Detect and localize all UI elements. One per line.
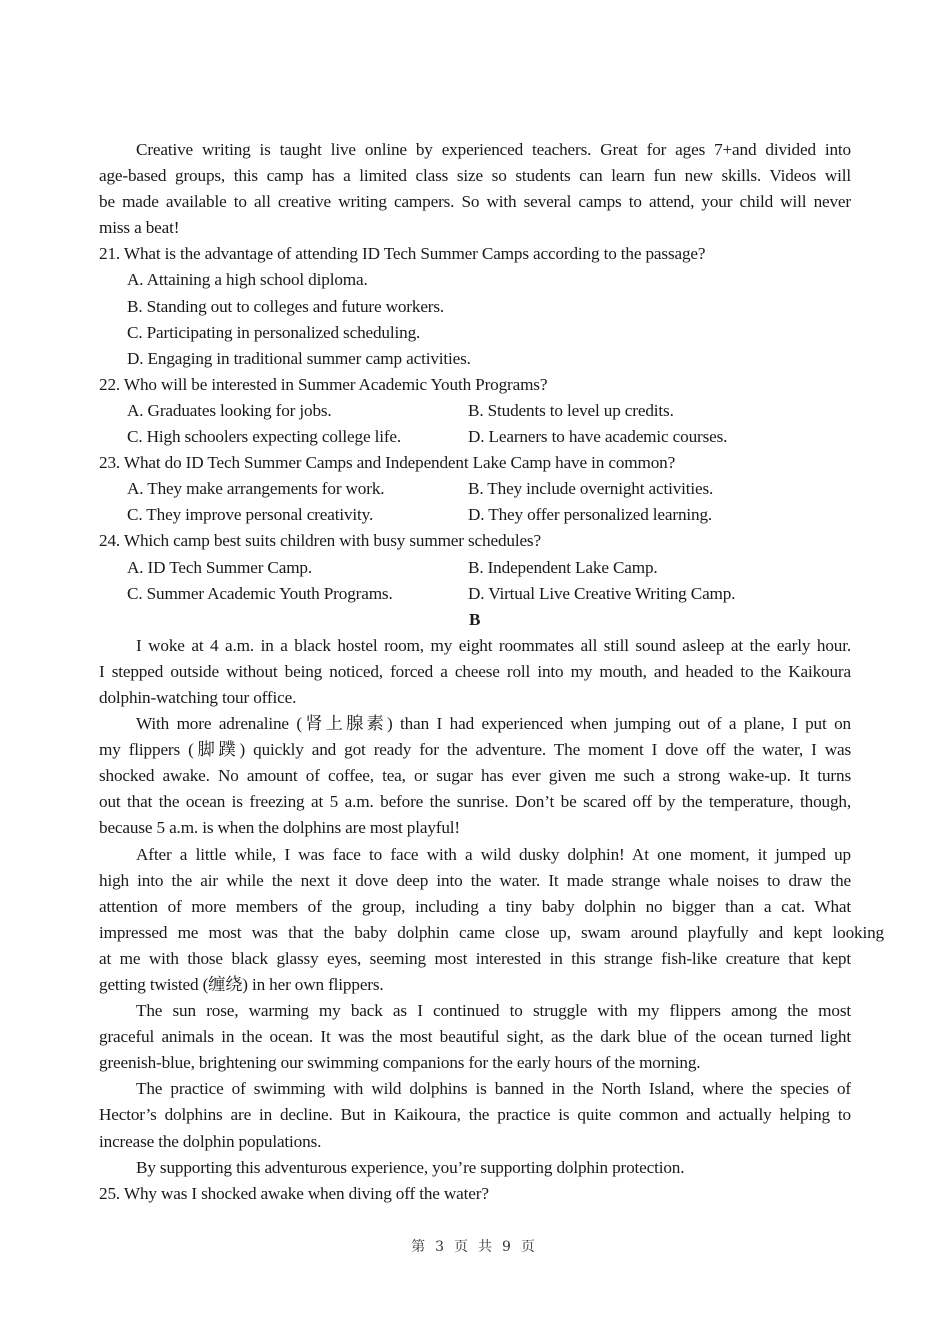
text-line: With more adrenaline (肾上腺素) than I had experienced when jumping out of a plane, I put on (136, 714, 851, 734)
text-line: dolphin-watching tour office. (99, 687, 297, 707)
option-b: B. They include overnight activities. (468, 479, 714, 499)
text-line: getting twisted (缠绕) in her own flippers. (99, 975, 384, 994)
footer-page-word: 页 (454, 1239, 472, 1255)
text-line: miss a beat! (99, 218, 180, 238)
option-b: B. Standing out to colleges and future workers. (127, 296, 445, 316)
page-footer (0, 1236, 950, 1256)
text-line: I stepped outside without being noticed, forced a cheese roll into my mouth, and headed to the Kaikoura (99, 661, 851, 681)
text-line: shocked awake. No amount of coffee, tea, or sugar has ever given me such a strong wake-up. It turns (99, 766, 851, 786)
option-row (99, 555, 889, 581)
question-22 (99, 372, 889, 450)
passage-b-paragraph-3 (99, 842, 889, 999)
question-stem: 23. What do ID Tech Summer Camps and Independent Lake Camp have in common? (99, 453, 676, 473)
text-line: greenish-blue, brightening our swimming companions for the early hours of the morning. (99, 1053, 701, 1073)
text-line: because 5 a.m. is when the dolphins are most playful! (99, 818, 461, 838)
option-row (99, 581, 889, 607)
passage-b-paragraph-2 (99, 711, 889, 841)
option-row (99, 424, 889, 450)
footer-total-word: 共 (478, 1239, 496, 1255)
text-line: Creative writing is taught live online by experienced teachers. Great for ages 7+and divided into (136, 140, 851, 159)
question-25 (99, 1181, 889, 1207)
text-line: out that the ocean is freezing at 5 a.m. before the sunrise. Don’t be scared off by the temperature, though, (99, 792, 851, 812)
text-line: my flippers (脚蹼) quickly and got ready for the adventure. The moment I dove off the water, I was (99, 740, 851, 760)
option-a: A. They make arrangements for work. (127, 479, 385, 499)
footer-suffix: 页 (520, 1239, 539, 1255)
question-stem: 24. Which camp best suits children with busy summer schedules? (99, 531, 541, 551)
footer-prefix: 第 (411, 1239, 430, 1255)
option-c: C. They improve personal creativity. (127, 505, 374, 525)
passage-a-final-paragraph (99, 137, 889, 241)
option-c: C. High schoolers expecting college life. (127, 427, 402, 447)
option-row (99, 502, 889, 528)
option-c: C. Summer Academic Youth Programs. (127, 583, 393, 603)
passage-b-paragraph-6 (99, 1155, 889, 1181)
question-stem: 22. Who will be interested in Summer Academic Youth Programs? (99, 374, 548, 394)
text-line: high into the air while the next it dove deep into the water. It made strange whale noises to draw the (99, 870, 851, 890)
footer-total-pages: 9 (502, 1239, 515, 1255)
text-line: After a little while, I was face to face with a wild dusky dolphin! At one moment, it jumped up (136, 844, 851, 864)
option-a: A. Attaining a high school diploma. (127, 270, 368, 290)
passage-b-paragraph-5 (99, 1076, 889, 1154)
question-stem: 25. Why was I shocked awake when diving off the water? (99, 1183, 489, 1203)
text-line: By supporting this adventurous experience, you’re supporting dolphin protection. (136, 1157, 685, 1177)
text-line: graceful animals in the ocean. It was the most beautiful sight, as the dark blue of the ocean turned light (99, 1027, 851, 1047)
option-b: B. Independent Lake Camp. (468, 557, 658, 577)
text-line: The practice of swimming with wild dolphins is banned in the North Island, where the species of (136, 1079, 851, 1099)
option-row (99, 398, 889, 424)
option-d: D. Virtual Live Creative Writing Camp. (468, 583, 736, 603)
option-a: A. ID Tech Summer Camp. (127, 557, 313, 577)
option-d: D. Learners to have academic courses. (468, 427, 728, 447)
option-a: A. Graduates looking for jobs. (127, 400, 332, 420)
question-23 (99, 450, 889, 528)
text-line: The sun rose, warming my back as I continued to struggle with my flippers among the most (136, 1001, 851, 1021)
option-b: B. Students to level up credits. (468, 400, 674, 420)
text-line: impressed me most was that the baby dolphin came close up, swam around playfully and kept looking (99, 922, 884, 942)
footer-page-number: 3 (435, 1239, 448, 1255)
option-d: D. Engaging in traditional summer camp activities. (127, 348, 471, 368)
option-c: C. Participating in personalized scheduling. (127, 322, 421, 342)
text-line: age-based groups, this camp has a limited class size so students can learn fun new skills. Videos will (99, 166, 851, 186)
option-d: D. They offer personalized learning. (468, 505, 713, 525)
text-line: attention of more members of the group, including a tiny baby dolphin no bigger than a cat. What (99, 896, 851, 916)
text-line: I woke at 4 a.m. in a black hostel room, my eight roommates all still sound asleep at the early hour. (136, 635, 851, 655)
question-21 (99, 241, 889, 371)
question-24 (99, 528, 889, 606)
option-row (99, 476, 889, 502)
text-line: increase the dolphin populations. (99, 1131, 322, 1151)
text-line: Hector’s dolphins are in decline. But in Kaikoura, the practice is quite common and actually helping to (99, 1105, 851, 1125)
text-line: be made available to all creative writing campers. So with several camps to attend, your child will never (99, 192, 851, 212)
question-stem: 21. What is the advantage of attending ID Tech Summer Camps according to the passage? (99, 244, 706, 264)
passage-b-paragraph-4 (99, 998, 889, 1076)
text-line: at me with those black glassy eyes, seeming most interested in this strange fish-like creature that kept (99, 948, 851, 968)
passage-b-paragraph-1 (99, 633, 889, 711)
section-heading-b: B (469, 609, 481, 629)
page-content (99, 137, 889, 1207)
